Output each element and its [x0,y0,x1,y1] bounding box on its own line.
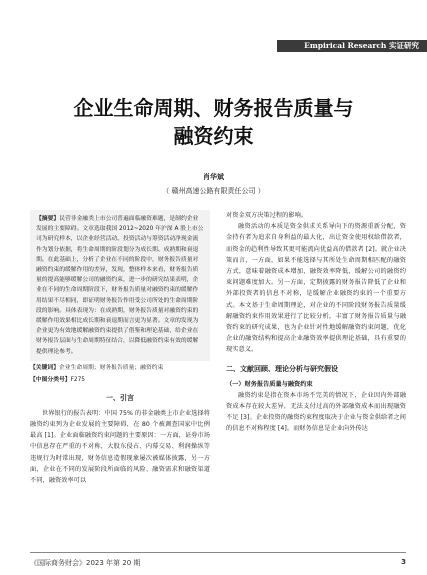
subsection1-heading: （一）财务报告质量与融资约束 [226,380,313,388]
classification-label: 【中图分类号】 [30,376,71,383]
right-paragraph-3: 融资约束是指在资本市场不完美的情况下，企业因内外部融资成本存在较大差异，无法支付过高的外部融资成本而出现融资不足 [3]。企业投资的融资约束程度取决于企业与资金供给者之间的信息不对称程度 [4]。而财务信息是企业向外传达 [226,391,406,433]
right-column [226,210,406,434]
abstract-box [30,210,210,361]
page-number: 3 [401,558,406,566]
header-bar [0,0,427,50]
footer [30,558,406,568]
section2-heading: 二、文献回顾、理论分析与研究假设 [226,364,338,373]
left-column [30,210,210,486]
author-name: 肖华斌 [203,173,224,181]
section-tag: Empirical Research 实证研究 [277,40,427,52]
author-affiliation: （ 赣州高速公路有限责任公司 ） [162,187,265,195]
journal-name: 《国际商务财会》2023 年第 20 期 [30,559,141,567]
abstract-label: 【摘要】 [36,216,60,222]
classification-text: F275 [70,376,85,383]
abstract-text: 民营非金融类上市公司普遍面临融资难题，是制约企业发展的主要障碍。文章选取我国 2012~2020 年沪深 A 股上市公司为研究样本，以企业经营活动、投资活动与筹资活动净现金流作为划分依据，将生命周期的阶段划分为成长期、成熟期和衰退期。在此基础上，分析了企业在不同的阶段中，财务报告质量对融资约束的缓解作用的差异，发现，整体样本来看，财务报告质量的提高能够缓解公司的融资约束，进一步的研究结果表明，企业在不同的生命周期阶段下，财务报告质量对融资约束的缓解作用结果不尽相同，即证明财务报告作用受公司所处的生命周期阶段的影响。具体表现为：在成熟期，财务报告质量对融资约束的缓解作用效果相比成长期和衰退期而言更为显著。文章的发现为企业更为有效地缓解融资约束提供了借鉴和理论基础，给企业在财务报告层面与生命周期特征结合，以降低融资约束有效的缓解提供理论参考。 [36,216,204,355]
footer-rule [30,552,406,553]
article-title-line1: 企业生命周期、财务报告质量与 [73,96,354,120]
article-title-line2: 融资约束 [173,124,254,148]
keywords-label: 【关键词】 [30,364,59,371]
classification [30,375,210,385]
right-paragraph-1: 对资金双方决策过程的影响。 [226,212,308,219]
intro-paragraph: 世界银行的报告表明：中国 75% 的非金融类上市企业选择将融资约束列为企业发展的主要障碍，在 80 个被调查国家中比例最高 [1]。企业面临融资约束问题的主要原因：一方面，证券市场中信息存在严重的不对称，大股东侵占、内幕交易、利润操纵等违规行为时常出现，财务信息造假现象屡次被媒体披露，另一方面，企业在不同的发展阶段所面临的风险、融资需求和融资渠道不同，融资效率可以 [30,409,210,485]
keywords [30,363,210,373]
intro-heading: 一、引言 [106,393,134,402]
right-paragraph-2: 融资活动的本质是资金供求关系导向下的资源重新分配，资金持有者为追求自身利益的最大化，出让资金使用权给借款者，而资金的趋利性导致其更可能流向优益高的借款者 [2]。就企业决策而言，一方面，如果不能选择与其所处生命周期相匹配的融资方式，意味着融资成本增加，融资效率降低，缓解公司的融资约束问题难度加大。另一方面，定期披露的财务报告降低了企业和外部投资者的信息不对称，是缓解企业融资约束的一个重要方式。本文基于生命周期理论，对企业的不同阶段财务报告质量缓解融资约束作用效果进行了比较分析，丰富了财务报告质量与融资约束的研究成果，也为企业针对性地缓解融资约束问题，优化企业的融资结构和提高企业融资效率提供理论基础，具有重要的现实意义。 [226,223,406,354]
keywords-text: 企业生命周期；财务报告质量；融资约束 [59,364,164,371]
